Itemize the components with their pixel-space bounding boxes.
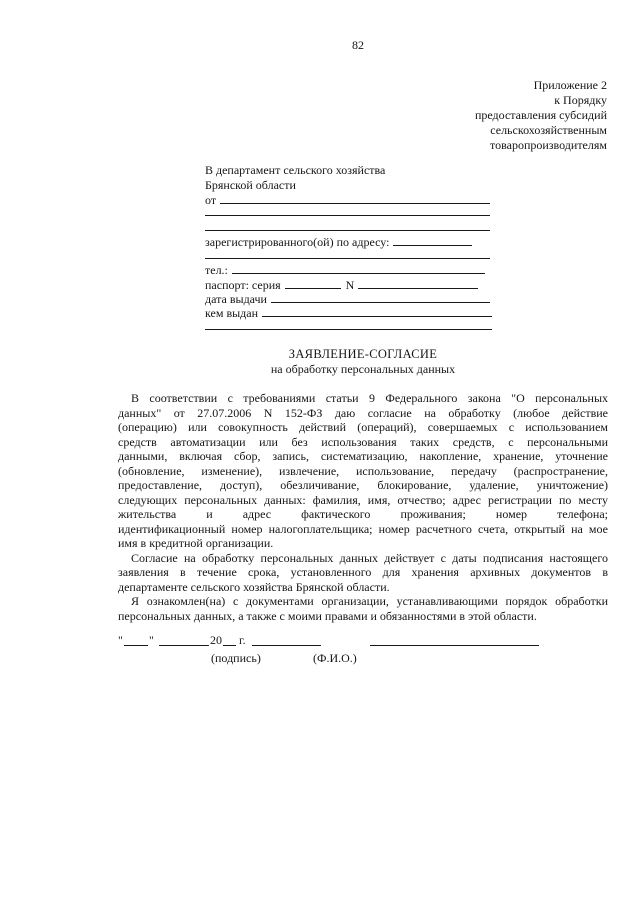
address-field[interactable] <box>205 235 472 249</box>
date-open-quote: " <box>118 633 123 647</box>
body-line: имя в кредитной организации. <box>118 536 274 550</box>
from-field[interactable] <box>205 193 490 207</box>
addressee-line: Брянской области <box>205 178 296 192</box>
passport-field[interactable] <box>205 278 478 292</box>
date-year-line[interactable] <box>223 645 236 646</box>
signature-caption: (подпись) <box>211 651 261 665</box>
issued-by-label: кем выдан <box>205 306 259 320</box>
appendix-header <box>475 78 607 153</box>
issued-by-input-line[interactable] <box>262 316 492 317</box>
document-title-block <box>118 347 608 377</box>
body-line: идентификационный номер налогоплательщика; номер расчетного счета, открытый на мое <box>118 521 608 536</box>
page-number: 82 <box>352 38 364 52</box>
from-continuation-line[interactable] <box>205 230 490 231</box>
body-line: предоставление, доступ), обезличивание, блокирование, удаление, уничтожение) <box>118 478 608 492</box>
body-line: средств автоматизации или без использования таких средств, с персональными <box>118 434 608 449</box>
consent-paragraph <box>118 594 608 623</box>
consent-paragraph <box>118 391 608 551</box>
signature-line[interactable] <box>252 645 321 646</box>
passport-number-input-line[interactable] <box>358 288 478 289</box>
issued-by-field[interactable] <box>205 306 492 320</box>
phone-field[interactable] <box>205 263 485 277</box>
from-input-line[interactable] <box>220 203 490 204</box>
passport-series-label: паспорт: серия <box>205 278 281 292</box>
appendix-line: сельскохозяйственным <box>490 123 607 137</box>
issued-by-continuation-line[interactable] <box>205 329 492 330</box>
address-continuation-line[interactable] <box>205 258 490 259</box>
appendix-line: предоставления субсидий <box>474 108 607 122</box>
issue-date-label: дата выдачи <box>205 292 267 306</box>
passport-number-label: N <box>345 278 355 292</box>
consent-paragraph <box>118 551 608 595</box>
appendix-line: товаропроизводителям <box>490 138 607 152</box>
address-input-line[interactable] <box>393 245 472 246</box>
body-line: Я ознакомлен(на) с документами организации, устанавливающими порядок обработки <box>131 594 608 608</box>
document-title: ЗАЯВЛЕНИЕ-СОГЛАСИЕ <box>288 347 438 361</box>
from-label: от <box>205 193 217 207</box>
body-line: следующих персональных данных: фамилия, имя, отчество; адрес регистрации по месту <box>118 492 608 507</box>
date-month-line[interactable] <box>159 645 209 646</box>
body-line: жительства и адрес фактического проживания; номер телефона; <box>118 507 608 521</box>
body-line: персональных данных, а также с моими правами и обязанностями в этой области. <box>118 608 537 623</box>
year-prefix: 20 <box>210 633 222 647</box>
phone-label: тел.: <box>205 263 228 277</box>
body-line: заявления в течение срока, установленного для хранения архивных документов в <box>118 565 608 579</box>
body-line: Согласие на обработку персональных данных действует с даты подписания настоящего <box>131 550 608 565</box>
issue-date-field[interactable] <box>205 292 490 306</box>
appendix-line: к Порядку <box>554 93 607 107</box>
issue-date-input-line[interactable] <box>271 302 490 303</box>
phone-input-line[interactable] <box>232 273 485 274</box>
addressee-line: В департамент сельского хозяйства <box>205 163 386 177</box>
body-line: (операцию) или совокупность действий (операций), совершаемых с использованием <box>118 420 608 434</box>
addressee-block <box>205 163 385 193</box>
body-line: данных" от 27.07.2006 N 152-ФЗ даю согласие на обработку (любое действие <box>118 405 608 420</box>
address-label: зарегистрированного(ой) по адресу: <box>205 235 390 249</box>
passport-series-input-line[interactable] <box>285 288 341 289</box>
body-line: департаменте сельского хозяйства Брянской области. <box>118 579 390 594</box>
full-name-caption: (Ф.И.О.) <box>313 651 357 665</box>
from-continuation-line[interactable] <box>205 215 490 216</box>
consent-body <box>118 391 608 623</box>
body-line: В соответствии с требованиями статьи 9 Федерального закона "О персональных <box>131 391 608 405</box>
body-line: данными, включая сбор, запись, систематизацию, накопление, хранение, уточнение <box>118 449 608 463</box>
year-suffix: г. <box>239 633 246 647</box>
document-subtitle: на обработку персональных данных <box>270 362 456 376</box>
body-line: (обновление, изменение), извлечение, использование, передачу (распространение, <box>118 463 608 478</box>
date-day-line[interactable] <box>124 645 148 646</box>
date-close-quote: " <box>149 633 154 647</box>
full-name-line[interactable] <box>370 645 539 646</box>
appendix-line: Приложение 2 <box>533 78 607 92</box>
